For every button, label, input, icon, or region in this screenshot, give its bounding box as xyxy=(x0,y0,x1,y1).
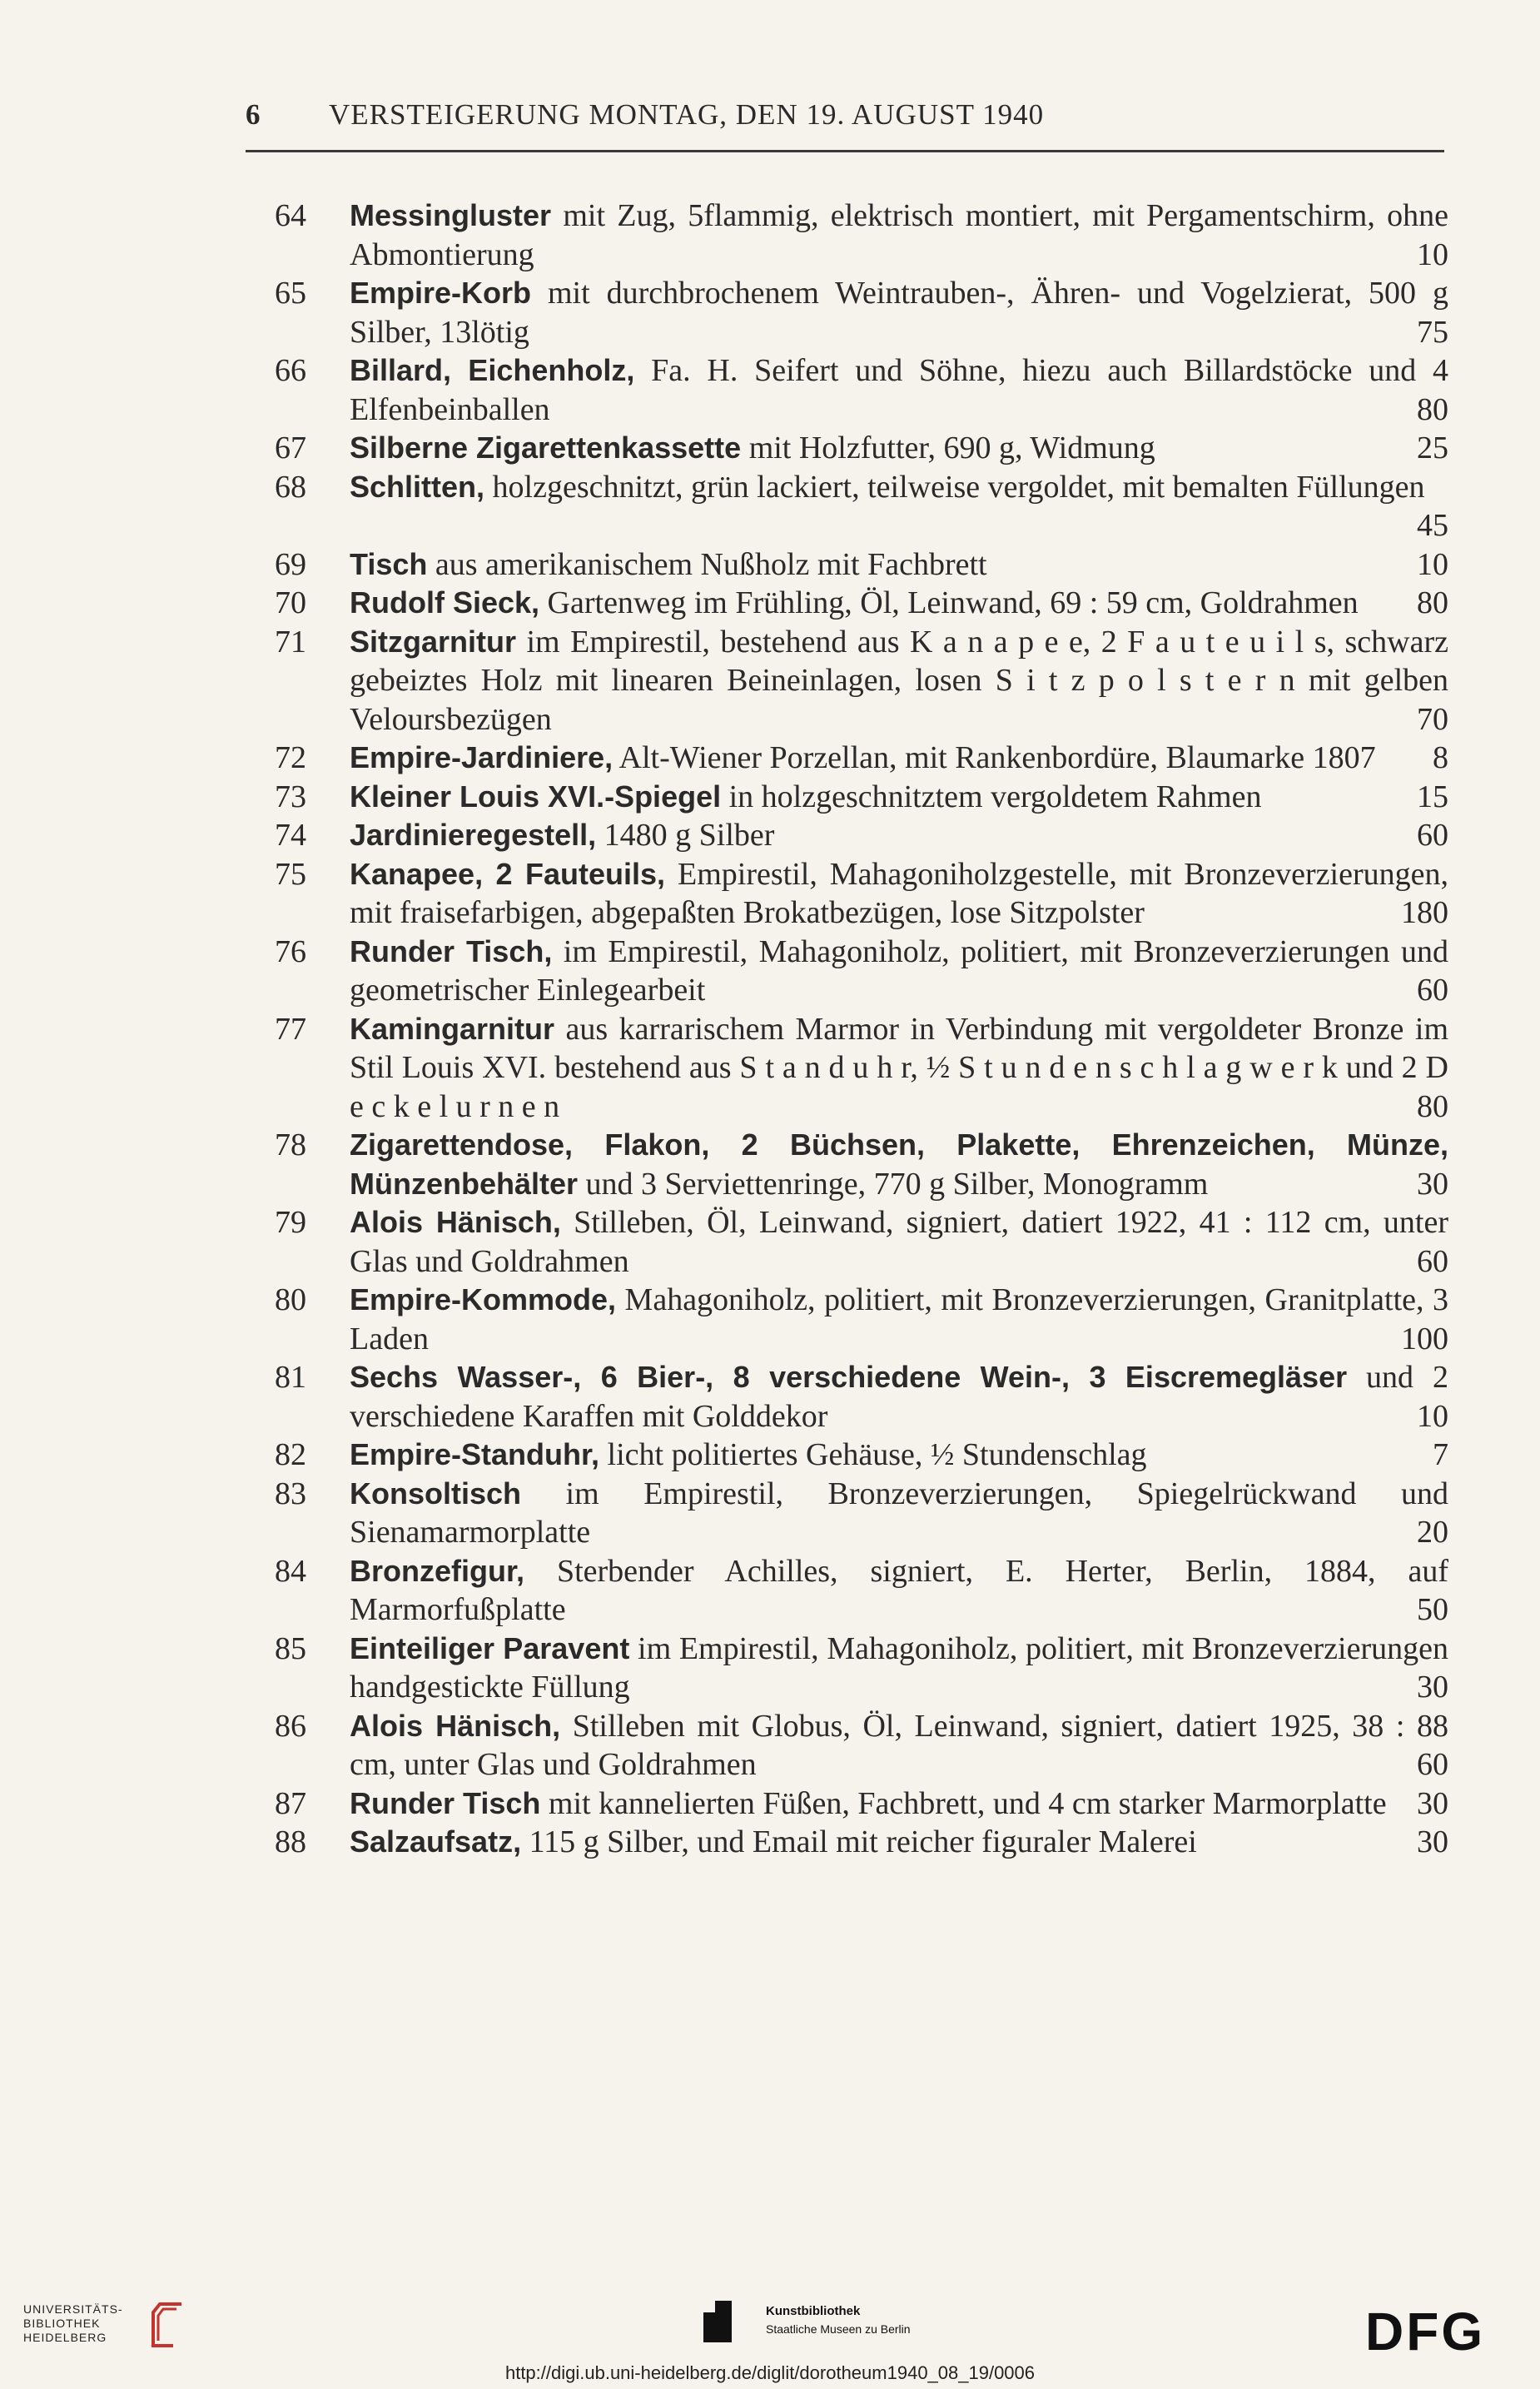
lot-name: Rudolf Sieck, xyxy=(350,585,540,620)
lot-price: 50 xyxy=(1417,1592,1448,1627)
ub-line-3: HEIDELBERG xyxy=(23,2331,107,2344)
lot-entry xyxy=(275,933,1448,1010)
lot-details: und 2 verschiedene Karaffen mit Golddekor xyxy=(350,1360,1448,1434)
lot-number: 74 xyxy=(275,818,306,853)
lot-number: 75 xyxy=(275,856,306,892)
lot-number: 72 xyxy=(275,740,306,775)
lot-price: 15 xyxy=(1417,779,1448,814)
header-rule xyxy=(246,150,1444,152)
lot-number: 78 xyxy=(275,1127,306,1162)
lot-name: Messingluster xyxy=(350,198,552,232)
lot-number: 77 xyxy=(275,1011,306,1047)
lot-entry xyxy=(275,739,1448,778)
lot-details: Empirestil, Mahagoniholzgestelle, mit Bronzeverzierungen, mit fraisefarbigen, abgepaßten Brokatbezügen, lose Sitzpolster xyxy=(350,856,1448,930)
lot-entry xyxy=(275,584,1448,623)
lot-name: Jardinieregestell, xyxy=(350,818,597,852)
kunstbibliothek-mark-icon xyxy=(703,2301,732,2342)
lot-entry xyxy=(275,545,1448,585)
lot-entry xyxy=(275,1126,1448,1203)
lot-entry xyxy=(275,274,1448,351)
page-number: 6 xyxy=(246,98,261,131)
lot-price: 20 xyxy=(1417,1515,1448,1550)
lot-name: Tisch xyxy=(350,546,428,581)
lot-description xyxy=(350,1475,1448,1552)
lot-description xyxy=(350,1126,1448,1203)
lot-price: 30 xyxy=(1417,1785,1448,1821)
lot-description xyxy=(350,1707,1448,1784)
lot-number: 80 xyxy=(275,1282,306,1317)
lot-number: 79 xyxy=(275,1205,306,1240)
lot-name: Kamingarnitur xyxy=(350,1011,555,1046)
lot-details: 115 g Silber, und Email mit reicher figuraler Malerei xyxy=(521,1824,1197,1859)
lot-entry xyxy=(275,816,1448,855)
lot-entry xyxy=(275,1707,1448,1784)
lot-price: 10 xyxy=(1417,236,1448,272)
lot-description xyxy=(350,816,1448,855)
lot-description xyxy=(350,933,1448,1010)
lot-number: 64 xyxy=(275,198,306,233)
lot-description xyxy=(350,1630,1448,1707)
lot-price: 10 xyxy=(1417,1398,1448,1434)
lot-details: Sterbender Achilles, signiert, E. Herter, Berlin, 1884, auf Marmorfußplatte xyxy=(350,1553,1448,1627)
lot-price: 180 xyxy=(1401,895,1448,930)
lot-name: Runder Tisch, xyxy=(350,933,553,968)
lot-details: Mahagoniholz, politiert, mit Bronzeverzierungen, Granitplatte, 3 Laden xyxy=(350,1282,1448,1356)
lot-name: Kanapee, 2 Fauteuils, xyxy=(350,856,666,891)
kunstbibliothek-name: Kunstbibliothek xyxy=(766,2304,861,2318)
lot-details: im Empirestil, Mahagoniholz, politiert, mit Bronzeverzierungen und geometrischer Einlegearbeit xyxy=(350,933,1448,1008)
lot-list xyxy=(275,197,1448,1862)
lot-details: mit durchbrochenem Weintrauben-, Ähren- und Vogelzierat, 500 g Silber, 13lötig xyxy=(350,276,1448,350)
lot-name: Einteiliger Paravent xyxy=(350,1630,630,1665)
lot-details: licht politiertes Gehäuse, ½ Stundenschlag xyxy=(599,1437,1147,1472)
lot-details: aus karrarischem Marmor in Verbindung mit vergoldeter Bronze im Stil Louis XVI. bestehend aus S t a n d u h r, ½ S t u n d e n s c h l a g w e r k und 2 D e c k e l u r n e n xyxy=(350,1011,1448,1124)
lot-number: 67 xyxy=(275,431,306,465)
lot-number: 66 xyxy=(275,353,306,388)
lot-description xyxy=(350,429,1448,468)
lot-description xyxy=(350,1281,1448,1358)
lot-entry xyxy=(275,429,1448,468)
lot-price: 30 xyxy=(1417,1670,1448,1705)
lot-description xyxy=(350,1823,1448,1862)
ub-mark-icon xyxy=(148,2301,185,2349)
lot-details: im Empirestil, bestehend aus K a n a p e e, 2 F a u t e u i l s, schwarz gebeiztes Holz mit linearen Beineinlagen, losen S i t z p o l s t e r n mit gelben Veloursbezügen xyxy=(350,624,1448,737)
lot-name: Empire-Korb xyxy=(350,276,532,310)
lot-number: 83 xyxy=(275,1476,306,1511)
lot-name: Billard, Eichenholz, xyxy=(350,353,635,387)
lot-number: 81 xyxy=(275,1360,306,1395)
lot-name: Zigarettendose, Flakon, 2 Büchsen, Plakette, Ehrenzeichen, Münze, Münzenbehälter xyxy=(350,1127,1448,1201)
lot-details: und 3 Serviettenringe, 770 g Silber, Monogramm xyxy=(578,1166,1209,1202)
lot-number: 69 xyxy=(275,546,306,582)
lot-number: 82 xyxy=(275,1437,306,1472)
lot-entry xyxy=(275,1823,1448,1862)
lot-price: 60 xyxy=(1417,1243,1448,1279)
lot-name: Salzaufsatz, xyxy=(350,1824,522,1859)
lot-name: Sechs Wasser-, 6 Bier-, 8 verschiedene Wein-, 3 Eiscremegläser xyxy=(350,1360,1348,1394)
lot-details: 1480 g Silber xyxy=(596,818,775,853)
lot-entry xyxy=(275,778,1448,817)
lot-number: 86 xyxy=(275,1708,306,1744)
lot-details: aus amerikanischem Nußholz mit Fachbrett xyxy=(427,546,987,582)
dfg-logo: DFG xyxy=(1365,2302,1486,2362)
lot-name: Alois Hänisch, xyxy=(350,1205,561,1239)
lot-name: Empire-Kommode, xyxy=(350,1282,617,1316)
lot-details: Stilleben mit Globus, Öl, Leinwand, signiert, datiert 1925, 38 : 88 cm, unter Glas und Goldrahmen xyxy=(350,1708,1449,1782)
lot-name: Alois Hänisch, xyxy=(350,1708,561,1743)
ub-line-1: UNIVERSITÄTS- xyxy=(23,2302,123,2316)
kunstbibliothek-subtitle: Staatliche Museen zu Berlin xyxy=(766,2322,911,2336)
lot-description xyxy=(350,1552,1448,1630)
lot-description xyxy=(350,584,1448,623)
lot-price: 8 xyxy=(1433,740,1448,775)
lot-price: 25 xyxy=(1417,431,1448,465)
lot-price: 60 xyxy=(1417,818,1448,853)
lot-price: 45 xyxy=(1417,508,1448,543)
lot-description xyxy=(350,1010,1448,1127)
lot-number: 65 xyxy=(275,276,306,311)
lot-number: 71 xyxy=(275,624,306,659)
lot-details: Fa. H. Seifert und Söhne, hiezu auch Billardstöcke und 4 Elfenbeinballen xyxy=(350,353,1448,427)
lot-name: Runder Tisch xyxy=(350,1785,541,1820)
lot-details: mit Holzfutter, 690 g, Widmung xyxy=(741,431,1155,465)
lot-entry xyxy=(275,623,1448,739)
lot-entry xyxy=(275,1784,1448,1824)
lot-price: 7 xyxy=(1433,1437,1448,1472)
lot-details: holzgeschnitzt, grün lackiert, teilweise vergoldet, mit bemalten Füllungen xyxy=(484,469,1425,505)
lot-name: Schlitten, xyxy=(350,469,485,504)
lot-description xyxy=(350,197,1448,274)
lot-name: Kleiner Louis XVI.-Spiegel xyxy=(350,779,722,814)
lot-description xyxy=(350,855,1448,933)
lot-details: Alt-Wiener Porzellan, mit Rankenbordüre, Blaumarke 1807 xyxy=(613,740,1376,775)
lot-description xyxy=(350,1358,1448,1436)
lot-number: 76 xyxy=(275,933,306,969)
lot-price: 80 xyxy=(1417,585,1448,620)
lot-description xyxy=(350,739,1448,778)
lot-entry xyxy=(275,1436,1448,1475)
lot-name: Silberne Zigarettenkassette xyxy=(350,431,742,465)
lot-details: mit Zug, 5flammig, elektrisch montiert, mit Pergamentschirm, ohne Abmontierung xyxy=(350,198,1448,272)
lot-entry xyxy=(275,1281,1448,1358)
lot-entry xyxy=(275,1552,1448,1630)
lot-details: im Empirestil, Mahagoniholz, politiert, mit Bronzeverzierungen handgestickte Füllung xyxy=(350,1630,1448,1705)
lot-price: 100 xyxy=(1401,1321,1448,1356)
lot-price: 10 xyxy=(1417,546,1448,582)
lot-number: 85 xyxy=(275,1630,306,1666)
source-url[interactable]: http://digi.ub.uni-heidelberg.de/diglit/dorotheum1940_08_19/0006 xyxy=(504,2362,1036,2383)
lot-name: Empire-Standuhr, xyxy=(350,1437,600,1471)
lot-entry xyxy=(275,855,1448,933)
lot-number: 88 xyxy=(275,1824,306,1859)
lot-price: 80 xyxy=(1417,1088,1448,1124)
lot-entry xyxy=(275,1475,1448,1552)
lot-number: 68 xyxy=(275,469,306,505)
lot-number: 84 xyxy=(275,1553,306,1589)
lot-price: 60 xyxy=(1417,1747,1448,1782)
lot-entry xyxy=(275,1203,1448,1281)
lot-description xyxy=(350,778,1448,817)
lot-description xyxy=(350,1436,1448,1475)
lot-price: 70 xyxy=(1417,701,1448,737)
lot-number: 73 xyxy=(275,779,306,814)
lot-description xyxy=(350,274,1448,351)
lot-price: 60 xyxy=(1417,973,1448,1008)
lot-description xyxy=(350,1784,1448,1824)
lot-details: in holzgeschnitztem vergoldetem Rahmen xyxy=(721,779,1262,814)
lot-entry xyxy=(275,197,1448,274)
lot-description xyxy=(350,351,1448,429)
lot-details: Stilleben, Öl, Leinwand, signiert, datiert 1922, 41 : 112 cm, unter Glas und Goldrahmen xyxy=(350,1205,1449,1279)
footer xyxy=(0,2277,1540,2389)
page-header xyxy=(246,98,1444,132)
lot-price: 30 xyxy=(1417,1166,1448,1202)
lot-number: 87 xyxy=(275,1785,306,1821)
lot-description xyxy=(350,1203,1448,1281)
lot-details: Gartenweg im Frühling, Öl, Leinwand, 69 : 59 cm, Goldrahmen xyxy=(539,585,1359,620)
lot-name: Empire-Jardiniere, xyxy=(350,740,614,774)
lot-entry xyxy=(275,468,1448,545)
lot-price: 30 xyxy=(1417,1824,1448,1859)
lot-details: im Empirestil, Bronzeverzierungen, Spiegelrückwand und Sienamarmorplatte xyxy=(350,1476,1448,1550)
lot-description xyxy=(350,623,1448,739)
lot-name: Bronzefigur, xyxy=(350,1553,525,1588)
lot-details: mit kannelierten Füßen, Fachbrett, und 4 cm starker Marmorplatte xyxy=(540,1785,1387,1821)
ub-line-2: BIBLIOTHEK xyxy=(23,2317,101,2330)
lot-price: 80 xyxy=(1417,391,1448,427)
lot-description xyxy=(350,468,1448,545)
page-title: VERSTEIGERUNG MONTAG, DEN 19. AUGUST 1940 xyxy=(329,98,1045,131)
lot-price: 75 xyxy=(1417,314,1448,350)
lot-entry xyxy=(275,351,1448,429)
lot-entry xyxy=(275,1010,1448,1127)
lot-name: Konsoltisch xyxy=(350,1476,522,1511)
lot-entry xyxy=(275,1358,1448,1436)
lot-number: 70 xyxy=(275,585,306,620)
lot-description xyxy=(350,545,1448,585)
lot-entry xyxy=(275,1630,1448,1707)
lot-name: Sitzgarnitur xyxy=(350,624,517,659)
